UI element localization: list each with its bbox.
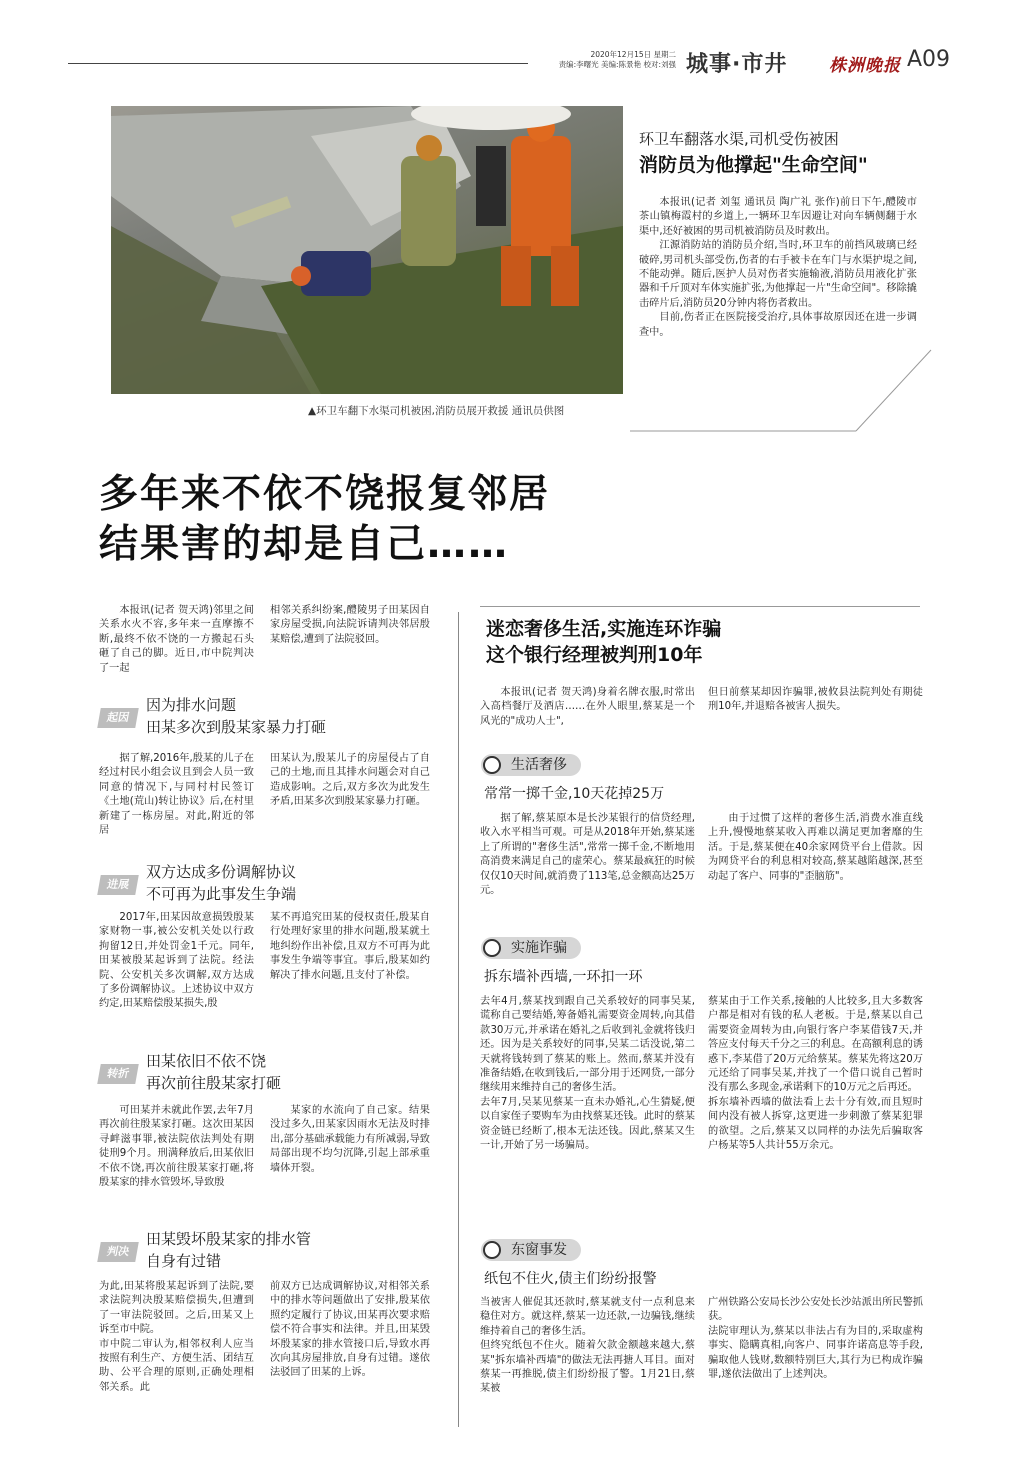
section-tag: 进展 <box>97 875 139 895</box>
section-title: 田某依旧不依不饶 再次前往殷某家打砸 <box>146 1052 282 1092</box>
page-number: A09 <box>907 47 951 72</box>
section-pill: 生活奢侈 <box>481 754 581 776</box>
story2-headline-line2: 结果害的却是自己…… <box>99 522 510 567</box>
circle-icon <box>483 756 501 774</box>
circle-icon <box>483 1241 501 1259</box>
header-rule <box>68 63 528 64</box>
section-col1: 2017年,田某因故意损毁殷某家财物一事,被公安机关处以行政拘留12日,并处罚金1千元。同年,田某被殷某起诉到了法院。经法院、公安机关多次调解,双方达成了多份调解协议。上述协议中双方约定,田某赔偿殷某损失,殷 <box>99 912 254 1010</box>
date-line: 2020年12月15日 星期二 <box>590 50 676 59</box>
section-subtitle: 拆东墙补西墙,一环扣一环 <box>484 969 643 985</box>
story1-kicker: 环卫车翻落水渠,司机受伤被困 <box>639 130 839 148</box>
story2-intro-col1: 本报讯(记者 贺天鸿)邻里之间关系水火不容,多年来一直摩擦不断,最终不依不饶的一方搬起石头砸了自己的脚。近日,市中院判决了一起 <box>99 605 254 674</box>
section-col1: 据了解,蔡某原本是长沙某银行的信贷经理,收入水平相当可观。可是从2018年开始,蔡某迷上了所谓的"奢侈生活",常常一掷千金,不断地用高消费来满足自己的虚荣心。蔡某最疯狂的时候仅仅10天时间,就消费了113笔,总金额高达25万元。 <box>480 813 695 897</box>
story3-headline: 迷恋奢侈生活,实施连环诈骗 这个银行经理被判刑10年 <box>486 618 722 666</box>
story2-headline-line1: 多年来不依不饶报复邻居 <box>99 472 551 517</box>
section-tag: 判决 <box>97 1242 139 1262</box>
story1-body <box>639 196 917 340</box>
story1-paragraph: 本报讯(记者 刘玺 通讯员 陶广礼 张作)前日下午,醴陵市茶山镇梅霞村的乡道上,一辆环卫车因避让对向车辆侧翻于水渠中,还好被困的男司机被消防员及时救出。 <box>639 197 917 237</box>
story2-intro-col2: 相邻关系纠纷案,醴陵男子田某因自家房屋受损,向法院诉请判决邻居殷某赔偿,遭到了法院驳回。 <box>270 605 430 645</box>
section-col2: 田某认为,殷某儿子的房屋侵占了自己的土地,而且其排水问题会对自己造成影响。之后,双方多次为此发生矛盾,田某多次到殷某家暴力打砸。 <box>270 753 430 808</box>
paper-logo: 株洲晚报 <box>829 56 901 76</box>
section-col2: 某不再追究田某的侵权责任,殷某自行处理好家里的排水问题,殷某就土地纠纷作出补偿,且双方不可再为此事发生争端等事宜。事后,殷某如约解决了排水问题,且支付了补偿。 <box>270 912 430 981</box>
story1-paragraph: 江源消防站的消防员介绍,当时,环卫车的前挡风玻璃已经破碎,男司机头部受伤,伤者的右手被卡在车门与水渠护堤之间,不能动弹。随后,医护人员对伤者实施输液,消防员用液化扩张器和千斤顶对车体实施扩张,为他撑起一片"生命空间"。移除撬击碎片后,消防员20分钟内将伤者救出。 <box>639 240 917 309</box>
editors-line: 责编:李曙光 美编:陈景艳 校对:刘强 <box>558 60 676 69</box>
section-pill: 东窗事发 <box>481 1239 581 1261</box>
section-pill: 实施诈骗 <box>481 937 581 959</box>
story2-headline <box>99 470 550 570</box>
section-col2: 由于过惯了这样的奢侈生活,消费水准直线上升,慢慢地蔡某收入再难以满足更加奢靡的生活。于是,蔡某便在40余家网贷平台上借款。因为网贷平台的利息相对较高,蔡某越陷越深,甚至动起了客户、同事的"歪脑筋"。 <box>708 813 923 882</box>
section-col2: 广州铁路公安局长沙公安处长沙站派出所民警抓获。 法院审理认为,蔡某以非法占有为目的,采取虚构事实、隐瞒真相,向客户、同事许诺高息等手段,骗取他人钱财,数额特别巨大,其行为已构成诈骗罪,遂依法做出了上述判决。 <box>708 1297 923 1381</box>
section-col1: 去年4月,蔡某找到跟自己关系较好的同事吴某,谎称自己要结婚,筹备婚礼需要资金周转,向其借款30万元,并承诺在婚礼之后收到礼金就将钱归还。因为是关系较好的同事,吴某二话没说,第二天就将钱转到了蔡某的账上。然而,蔡某并没有准备结婚,在收到钱后,一部分用于还网贷,一部分继续用来维持自己的奢侈生活。 去年7月,吴某见蔡某一直未办婚礼,心生猜疑,便以自家侄子要购车为由找蔡某还钱。此时的蔡某资金链已经断了,根本无法还钱。因此,蔡某又生一计,开始了另一场骗局。 <box>480 996 695 1152</box>
section-col2: 蔡某由于工作关系,接触的人比较多,且大多数客户都是相对有钱的私人老板。于是,蔡某以自己需要资金周转为由,向银行客户李某借钱7天,并答应支付每天千分之三的利息。在高额利息的诱惑下,李某借了20万元给蔡某。蔡某先将这20万元还给了同事吴某,并找了一个借口说自己暂时没有那么多现金,承诺剩下的10万元之后再还。 拆东墙补西墙的做法看上去十分有效,而且短时间内没有被人拆穿,这更进一步刺激了蔡某犯罪的欲望。之后,蔡某又以同样的办法先后骗取客户杨某等5人共计55万余元。 <box>708 996 923 1152</box>
column-divider <box>458 612 459 1427</box>
section-col2: 某家的水流向了自己家。结果没过多久,田某家因雨水无法及时排出,部分基础承载能力有所减弱,导致局部出现不均匀沉降,引起上部承重墙体开裂。 <box>270 1105 430 1174</box>
section-col1: 可田某并未就此作罢,去年7月再次前往殷某家打砸。这次田某因寻衅滋事罪,被法院依法判处有期徒刑9个月。刑满释放后,田某依旧不依不饶,再次前往殷某家打砸,将殷某家的排水管毁坏,导致殷 <box>99 1105 254 1189</box>
story3-top-rule <box>480 606 920 607</box>
section-tag: 起因 <box>97 708 139 728</box>
story1-paragraph: 目前,伤者正在医院接受治疗,具体事故原因还在进一步调查中。 <box>639 312 917 338</box>
section-title: 城事·市井 <box>686 52 788 77</box>
section-subtitle: 常常一掷千金,10天花掉25万 <box>484 786 665 802</box>
circle-icon <box>483 939 501 957</box>
section-title: 双方达成多份调解协议 不可再为此事发生争端 <box>146 863 297 903</box>
section-title: 因为排水问题 田某多次到殷某家暴力打砸 <box>146 696 327 736</box>
section-col1: 当被害人催促其还款时,蔡某就支付一点利息来稳住对方。就这样,蔡某一边还款,一边骗钱,继续维持着自己的奢侈生活。 但终究纸包不住火。随着欠款金额越来越大,蔡某"拆东墙补西墙"的做法无法再搪人耳目。面对蔡某一再推脱,债主们纷纷报了警。1月21日,蔡某被 <box>480 1297 695 1395</box>
section-title: 田某毁坏殷某家的排水管 自身有过错 <box>146 1230 312 1270</box>
section-col2: 前双方已达成调解协议,对相邻关系中的排水等问题做出了安排,殷某依照约定履行了协议,田某再次要求赔偿不符合事实和法律。并且,田某毁坏殷某家的排水管接口后,导致水再次向其房屋排放,自身有过错。遂依法驳回了田某的上诉。 <box>270 1281 430 1379</box>
story3-intro-col1: 本报讯(记者 贺天鸿)身着名牌衣服,时常出入高档餐厅及酒店……在外人眼里,蔡某是一个风光的"成功人士", <box>480 687 695 727</box>
section-col1: 为此,田某将殷某起诉到了法院,要求法院判决殷某赔偿损失,但遭到了一审法院驳回。之后,田某又上诉至市中院。 市中院二审认为,相邻权利人应当按照有利生产、方便生活、团结互助、公平合理的原则,正确处理相邻关系。此 <box>99 1281 254 1393</box>
section-tag: 转折 <box>97 1064 139 1084</box>
story1-headline: 消防员为他撑起"生命空间" <box>639 154 868 176</box>
photo-caption: ▲环卫车翻下水渠司机被困,消防员展开救援 通讯员供图 <box>308 405 565 417</box>
story3-intro-col2: 但日前蔡某却因诈骗罪,被攸县法院判处有期徒刑10年,并退赔各被害人损失。 <box>708 687 923 713</box>
section-subtitle: 纸包不住火,债主们纷纷报警 <box>484 1271 657 1287</box>
section-col1: 据了解,2016年,殷某的儿子在经过村民小组会议且到会人员一致同意的情况下,与同村村民签订《土地(荒山)转让协议》后,在村里新建了一栋房屋。对此,附近的邻居 <box>99 753 254 837</box>
